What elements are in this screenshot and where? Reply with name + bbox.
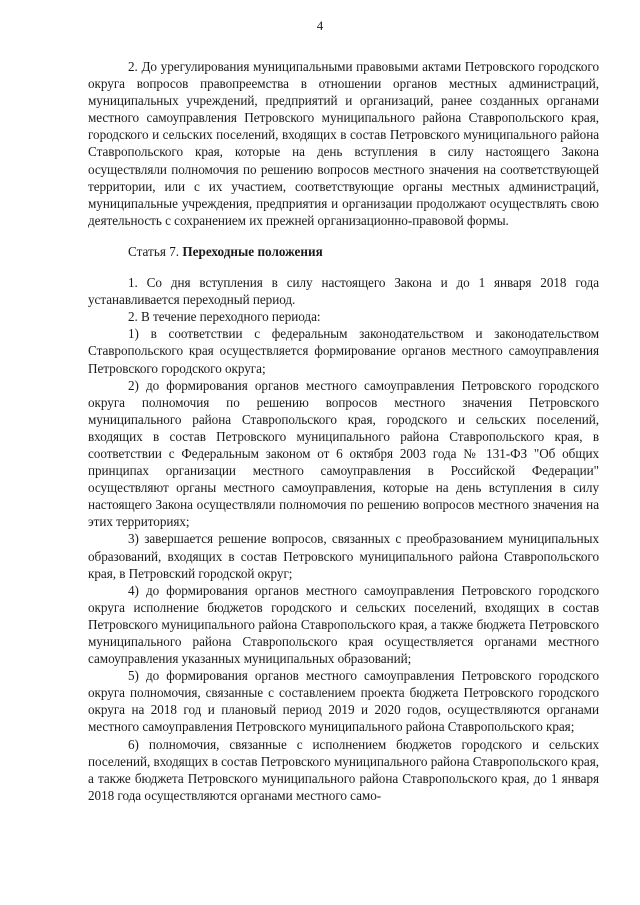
paragraph-2: 2. В течение переходного периода:	[128, 309, 321, 325]
subitem-2: 2) до формирования органов местного самоуправления Петровского городского округа полномочия по решению вопросов местного значения Петровского муниципального района Ставропольского края, городского и сельских поселений, входящих в состав Петровского муниципального района Ставропольского края, в соответствии с Федеральным законом от 6 октября 2003 года № 131-ФЗ "Об общих принципах организации местного самоуправления в Российской Федерации" осуществляют органы местного самоуправления, которые на день вступления в силу настоящего Закона осуществляли полномочия по решению вопросов местного значения на этих территориях;	[88, 377, 599, 530]
article-label: Статья 7.	[128, 243, 180, 259]
subitem-4: 4) до формирования органов местного самоуправления Петровского городского округа исполнение бюджетов городского и сельских поселений, входящих в состав Петровского муниципального района Ставропольского края, а также бюджета Петровского муниципального района Ставропольского края осуществляется органами местного самоуправления указанных муниципальных образований;	[88, 582, 599, 667]
article-title: Переходные положения	[182, 243, 323, 259]
article-heading	[88, 243, 599, 260]
paragraph-1: 1. Со дня вступления в силу настоящего Закона и до 1 января 2018 года устанавливается переходный период.	[88, 275, 599, 308]
subitem-6: 6) полномочия, связанные с исполнением бюджетов городского и сельских поселений, входящих в состав Петровского муниципального района Ставропольского края, а также бюджета Петровского муниципального района Ставропольского края, до 1 января 2018 года осуществляются органами местного само-	[88, 736, 599, 803]
intro-paragraph: 2. До урегулирования муниципальными правовыми актами Петровского городского округа вопросов правопреемства в отношении органов местных администраций, муниципальных учреждений, предприятий и организаций, ранее созданных органами местного самоуправления Петровского муниципального района Ставропольского края, городского и сельских поселений, входящих в состав Петровского муниципального района Ставропольского края, которые на день вступления в силу настоящего Закона осуществляли полномочия по решению вопросов местного значения на соответствующей территории, или с их участием, соответствующие органы местных администраций, муниципальные учреждения, предприятия и организации продолжают осуществлять свою деятельность с сохранением их прежней организационно-правовой формы.	[88, 59, 599, 228]
page-number: 4	[316, 18, 324, 33]
subitem-3: 3) завершается решение вопросов, связанных с преобразованием муниципальных образований, входящих в состав Петровского муниципального района Ставропольского края, в Петровский городской округ;	[88, 531, 599, 581]
document-body	[88, 58, 599, 804]
subitem-1: 1) в соответствии с федеральным законодательством и законодательством Ставропольского края осуществляется формирование органов местного самоуправления Петровского городского округа;	[88, 326, 599, 376]
subitem-5: 5) до формирования органов местного самоуправления Петровского городского округа полномочия, связанные с составлением проекта бюджета Петровского городского округа на 2018 год и плановый период 2019 и 2020 годов, осуществляются органами местного самоуправления Петровского муниципального района Ставропольского края;	[88, 668, 599, 735]
